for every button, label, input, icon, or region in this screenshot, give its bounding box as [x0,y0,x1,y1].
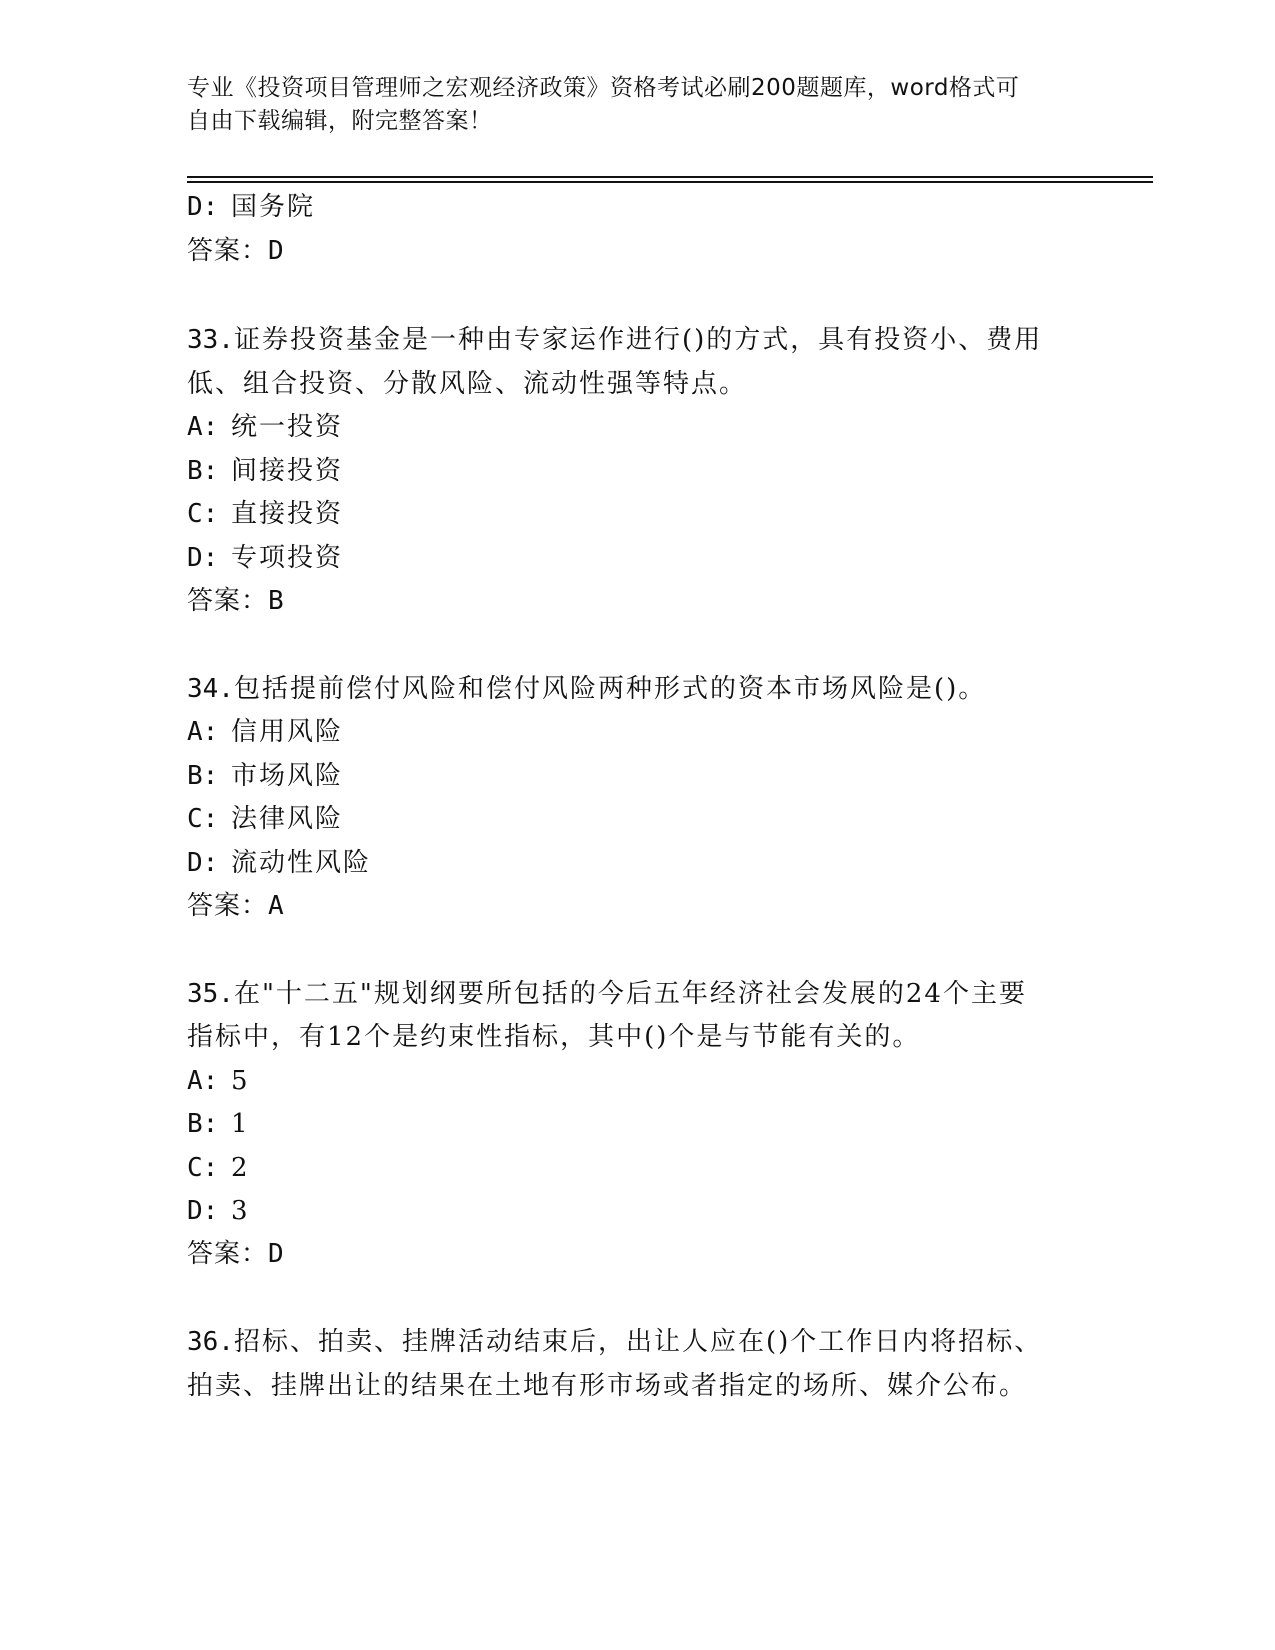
question-35-option-c [187,1151,250,1185]
option-text: 信用风险 [231,717,344,747]
option-text: 2 [231,1153,250,1183]
option-letter: C: [187,1153,219,1183]
header-divider-thin [187,181,1153,183]
question-34-option-a [187,715,343,749]
question-33-option-a [187,410,343,444]
question-number: 35. [187,979,234,1009]
question-number: 36. [187,1327,234,1357]
question-33-option-d [187,541,343,575]
question-34-option-c [187,802,343,836]
answer-value: A [268,891,285,921]
question-33-text-line-1 [187,323,1042,357]
option-text: 间接投资 [231,456,344,486]
question-35-option-d [187,1194,250,1228]
header-divider [187,176,1153,178]
option-text: 直接投资 [231,499,344,529]
question-text: 在"十二五"规划纲要所包括的今后五年经济社会发展的24个主要 [233,979,1027,1009]
answer-value: D [268,1239,285,1269]
answer-label: 答案： [187,891,269,921]
question-34-option-d [187,846,371,880]
option-letter: C: [187,499,219,529]
question-36-text-line-2: 拍卖、挂牌出让的结果在土地有形市场或者指定的场所、媒介公布。 [187,1371,1028,1401]
question-text: 证券投资基金是一种由专家运作进行()的方式，具有投资小、费用 [233,325,1043,355]
question-text: 招标、拍卖、挂牌活动结束后，出让人应在()个工作日内将招标、 [233,1327,1043,1357]
question-33-option-c [187,497,343,531]
option-letter: B: [187,456,219,486]
option-text: 3 [231,1196,250,1226]
option-text: 5 [231,1066,250,1096]
prev-answer [187,234,285,268]
option-letter: B: [187,1109,219,1139]
header-line-1: 专业《投资项目管理师之宏观经济政策》资格考试必刷200题题库，word格式可 [187,75,1020,101]
question-35-answer [187,1237,285,1271]
option-text: 专项投资 [231,543,344,573]
question-33-text-line-2: 低、组合投资、分散风险、流动性强等特点。 [187,369,748,399]
question-33-answer [187,584,285,618]
question-34-text-line-1 [187,672,986,706]
option-letter: D: [187,1196,219,1226]
question-number: 33. [187,325,234,355]
question-34-option-b [187,759,343,793]
answer-label: 答案： [187,236,269,266]
question-36-text-line-1 [187,1325,1042,1359]
option-letter: D: [187,192,219,222]
option-letter: C: [187,804,219,834]
question-35-option-b [187,1107,250,1141]
answer-value: B [268,586,285,616]
answer-label: 答案： [187,586,269,616]
option-letter: D: [187,543,219,573]
header-line-2: 自由下载编辑，附完整答案！ [187,108,493,134]
prev-option-d [187,190,315,224]
option-text: 统一投资 [231,412,344,442]
option-text: 流动性风险 [231,848,372,878]
question-text: 包括提前偿付风险和偿付风险两种形式的资本市场风险是()。 [233,674,987,704]
option-text: 1 [231,1109,250,1139]
question-34-answer [187,889,285,923]
answer-value: D [268,236,285,266]
question-35-text-line-2: 指标中，有12个是约束性指标，其中()个是与节能有关的。 [187,1022,921,1052]
question-35-option-a [187,1064,250,1098]
document-header [187,72,1067,138]
option-letter: B: [187,761,219,791]
option-text: 市场风险 [231,761,344,791]
option-letter: A: [187,1066,219,1096]
option-letter: D: [187,848,219,878]
question-number: 34. [187,674,234,704]
question-33-option-b [187,454,343,488]
option-letter: A: [187,717,219,747]
option-letter: A: [187,412,219,442]
question-35-text-line-1 [187,977,1027,1011]
option-text: 国务院 [231,192,316,222]
option-text: 法律风险 [231,804,344,834]
answer-label: 答案： [187,1239,269,1269]
